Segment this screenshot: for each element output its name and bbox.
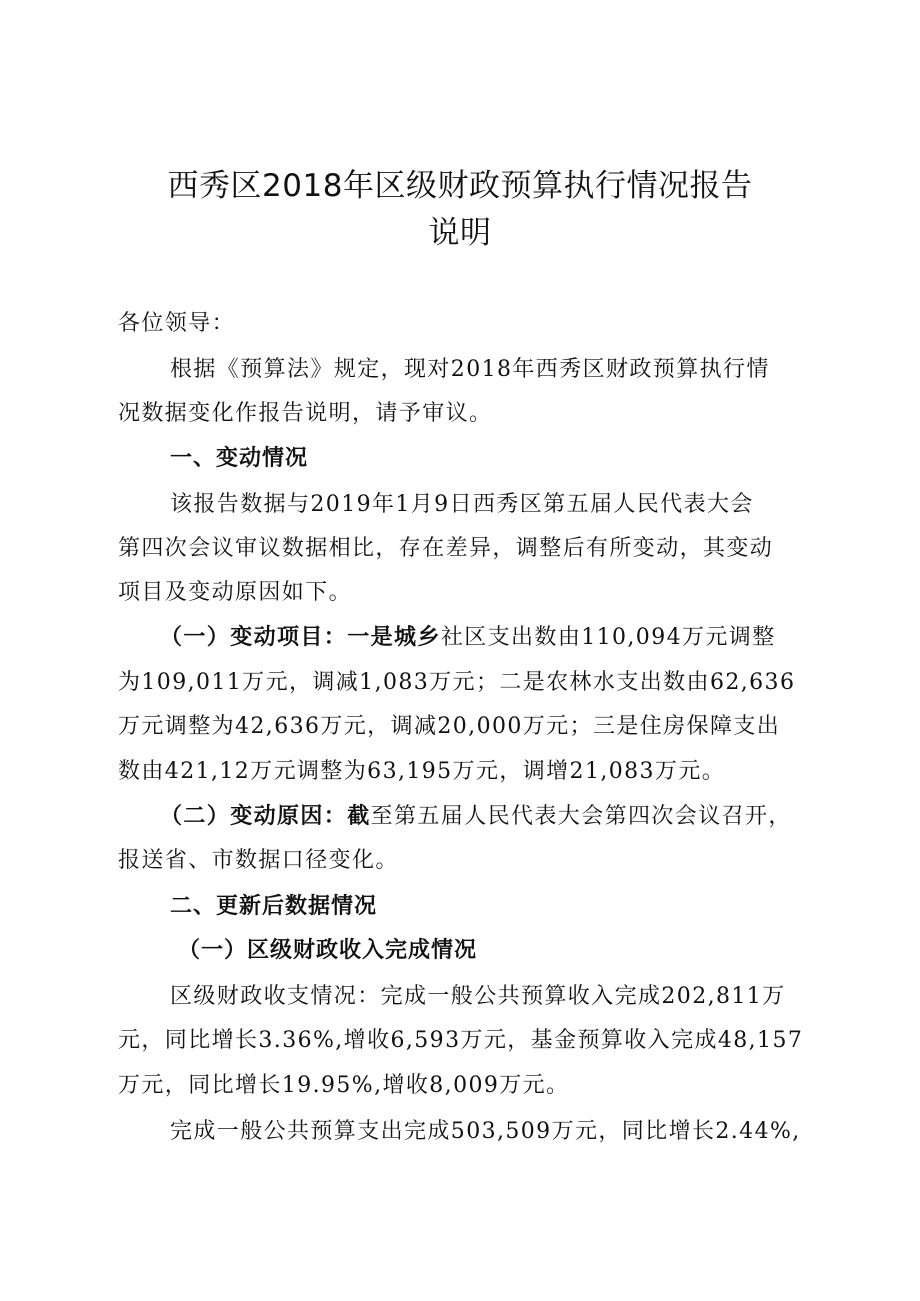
section1-para-line-1: 该报告数据与2019年1月9日西秀区第五届人民代表大会 (170, 492, 754, 517)
change-reasons-line-2: 报送省、市数据口径变化。 (118, 848, 399, 873)
change-items-line-4: 数由421,12万元调整为63,195万元，调增21,083万元。 (118, 759, 726, 784)
section2-subheading-1: （一）区级财政收入完成情况 (178, 938, 478, 963)
section1-para-line-3: 项目及变动原因如下。 (118, 580, 353, 605)
change-items-line-2: 为109,011万元，调减1,083万元；二是农林水支出数由62,636 (118, 670, 796, 695)
intro-line-2: 况数据变化作报告说明，请予审议。 (118, 401, 493, 426)
section1-para-line-2: 第四次会议审议数据相比，存在差异，调整后有所变动，其变动 (118, 536, 774, 561)
document-title: 西秀区2018年区级财政预算执行情况报告 (167, 168, 753, 204)
section2-heading: 二、更新后数据情况 (170, 894, 378, 919)
expenditure-line: 完成一般公共预算支出完成503,509万元，同比增长2.44%, (170, 1119, 801, 1144)
change-items-line-1 (160, 620, 820, 656)
change-reasons-label: （二）变动原因：截 (160, 804, 371, 829)
change-reasons-line-1 (160, 799, 820, 835)
salutation: 各位领导： (118, 311, 236, 336)
intro-line-1: 根据《预算法》规定，现对2018年西秀区财政预算执行情 (170, 357, 770, 382)
revenue-para-line-3: 万元，同比增长19.95%,增收8,009万元。 (118, 1073, 570, 1098)
revenue-para-line-1: 区级财政收支情况：完成一般公共预算收入完成202,811万 (170, 984, 786, 1009)
document-title-line2: 说明 (428, 215, 492, 251)
revenue-para-line-2: 元，同比增长3.36%,增收6,593万元，基金预算收入完成48,157 (118, 1028, 804, 1053)
change-items-line-3: 万元调整为42,636万元，调减20,000万元；三是住房保障支出 (118, 714, 781, 739)
change-reasons-text: 至第五届人民代表大会第四次会议召开， (370, 804, 792, 829)
change-items-label: （一）变动项目：一是城乡 (160, 625, 441, 650)
change-items-text: 社区支出数由110,094万元调整 (440, 625, 776, 650)
section1-heading: 一、变动情况 (170, 446, 309, 471)
